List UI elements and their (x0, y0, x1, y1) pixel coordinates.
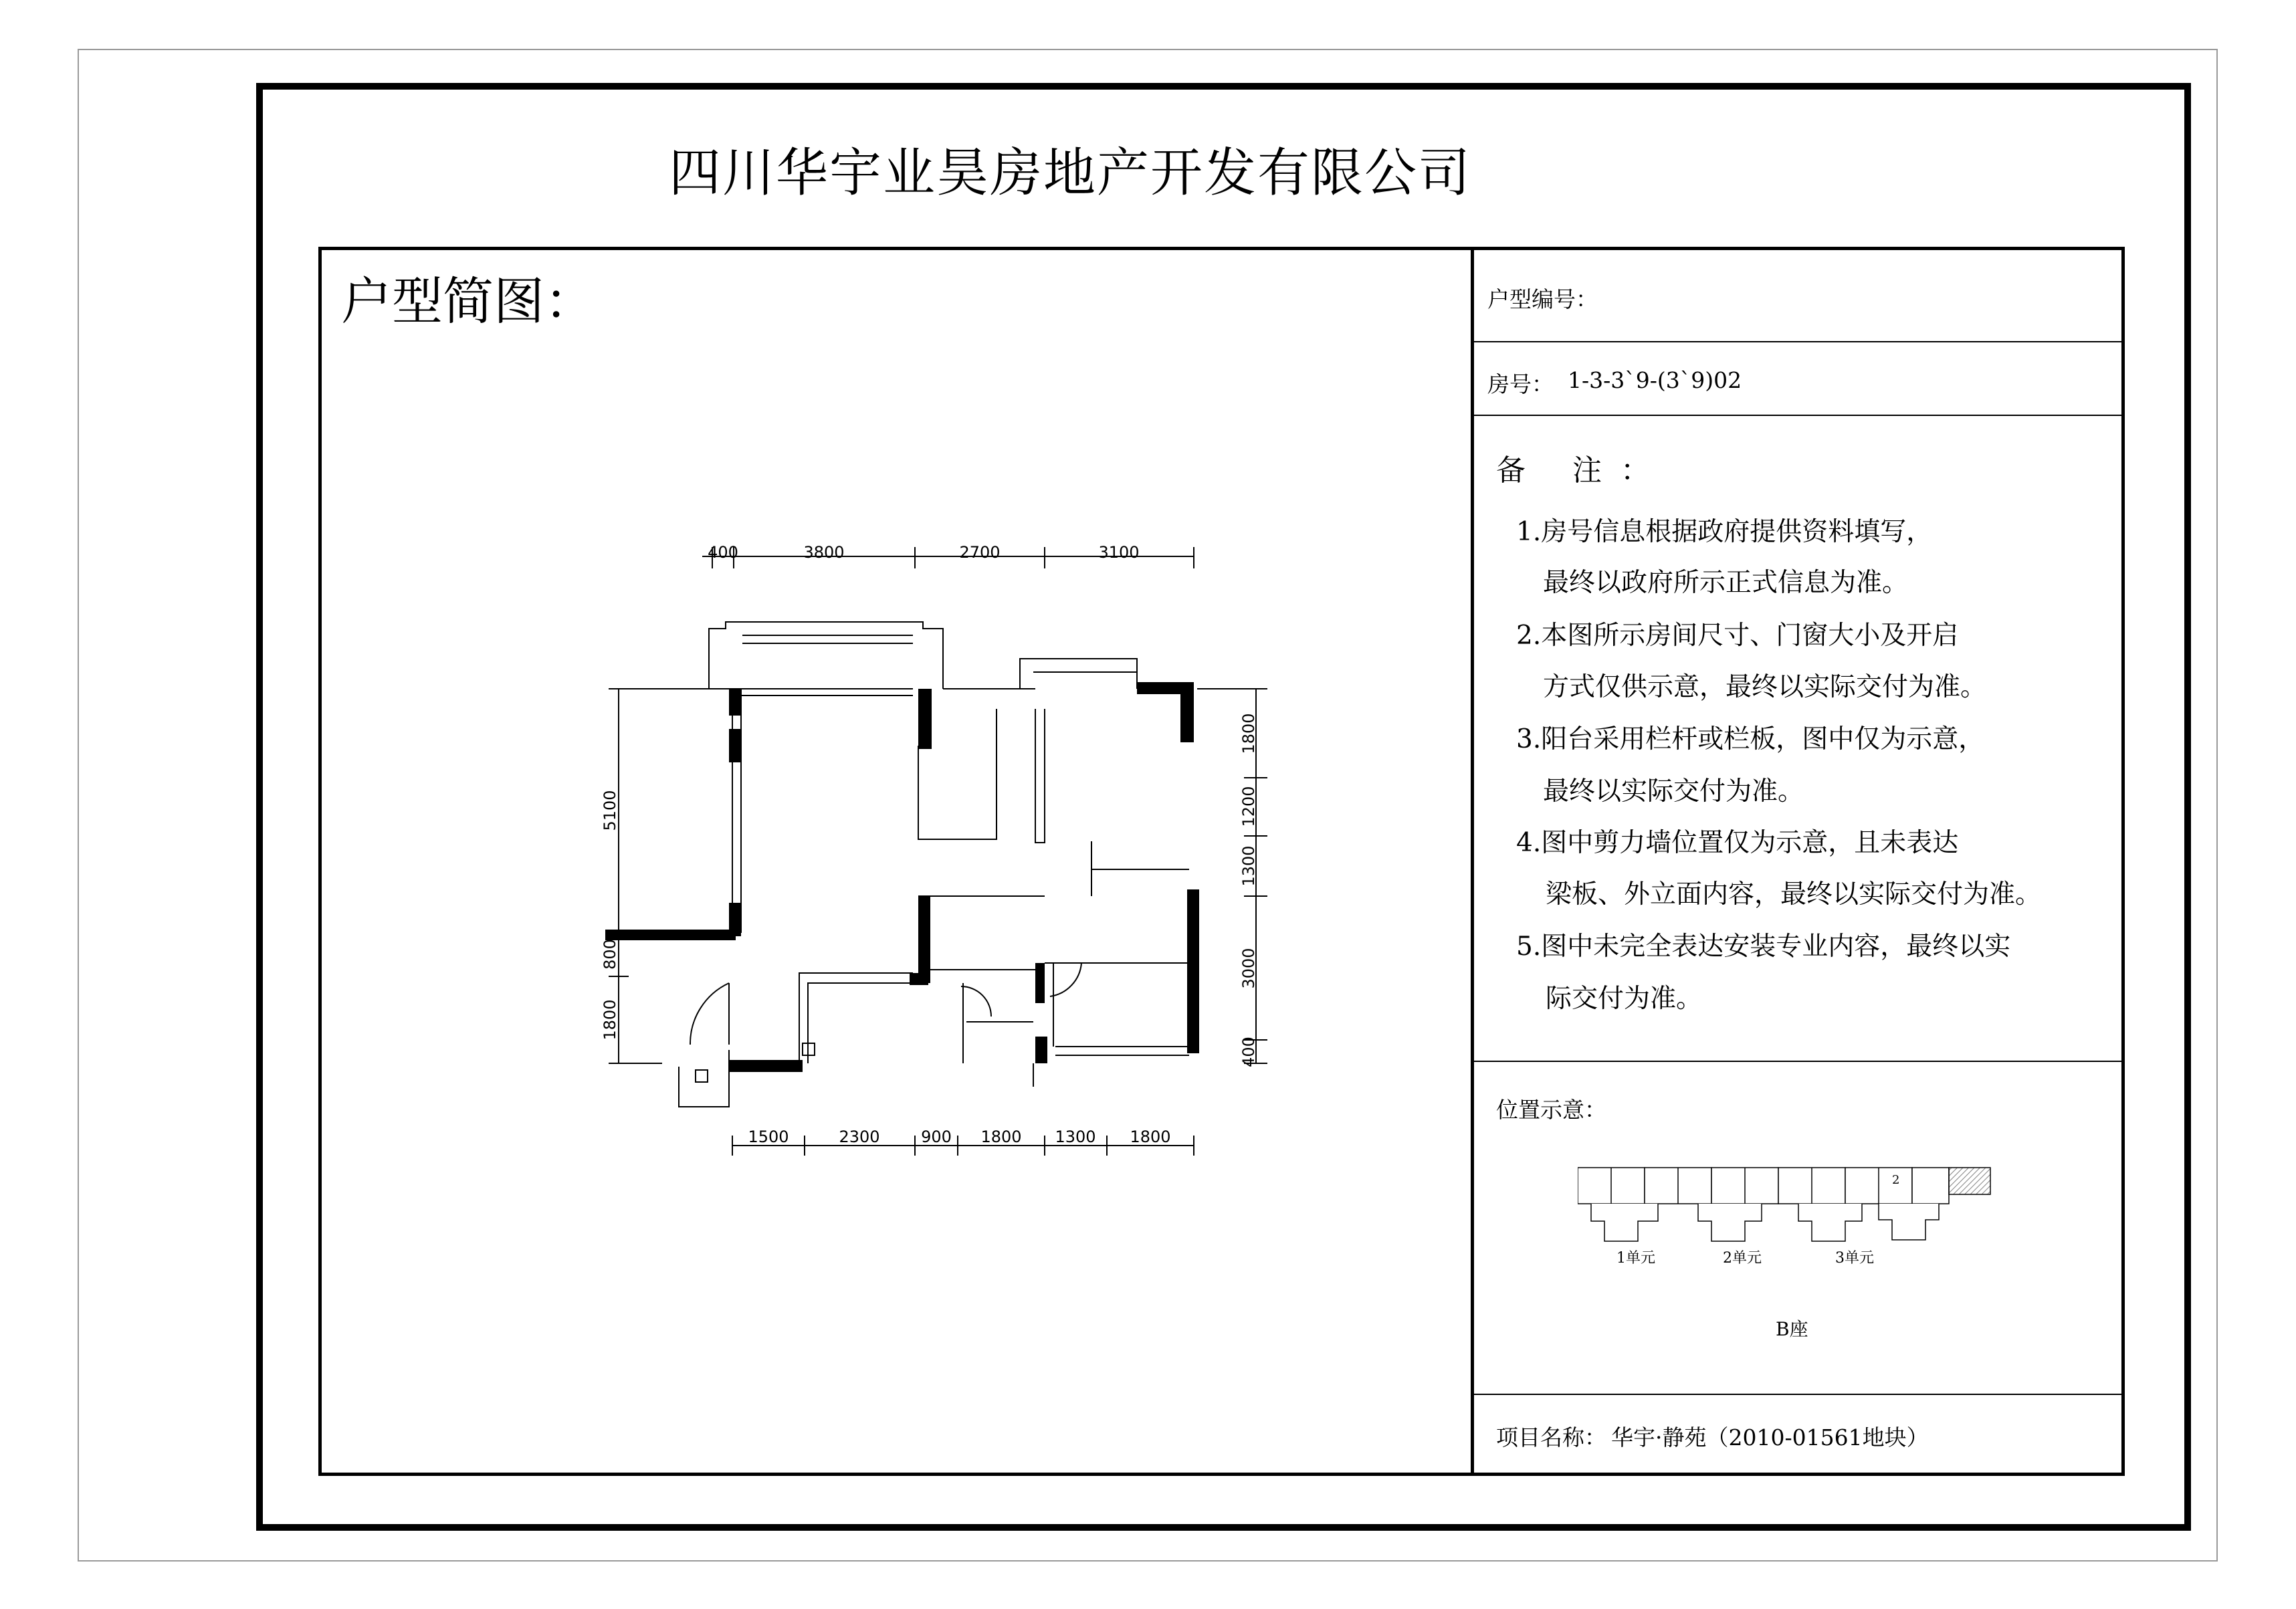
bottom-dim: 900 (921, 1128, 952, 1146)
note-line: 方式仅供示意，最终以实际交付为准。 (1543, 672, 1987, 702)
unit-label: 1单元 (1616, 1250, 1655, 1267)
top-dim: 3800 (803, 543, 845, 562)
bottom-dim: 1500 (748, 1128, 789, 1146)
note-line: 3.阳台采用栏杆或栏板，图中仅为示意， (1516, 724, 1985, 754)
top-dim: 3100 (1098, 543, 1140, 562)
bottom-dim: 1300 (1055, 1128, 1096, 1146)
note-line: 4.图中剪力墙位置仅为示意，且未表达 (1516, 828, 1959, 858)
location-diagram (1578, 1161, 2073, 1255)
note-line: 2.本图所示房间尺寸、门窗大小及开启 (1516, 621, 1959, 651)
building-label: B座 (1776, 1318, 1808, 1340)
room-value: 1-3-3`9-(3`9)02 (1568, 367, 1742, 393)
notes-heading: 备 注： (1496, 453, 1669, 488)
bottom-dim: 2300 (839, 1128, 880, 1146)
unit-label: 2单元 (1723, 1250, 1762, 1267)
right-dim: 400 (1239, 1037, 1258, 1067)
top-dim: 2700 (959, 543, 1001, 562)
note-line: 最终以实际交付为准。 (1543, 776, 1804, 807)
project-label: 项目名称： (1496, 1424, 1606, 1451)
left-dim: 800 (601, 939, 619, 970)
floor-plan (589, 535, 1297, 1177)
right-dim: 1800 (1239, 713, 1258, 754)
note-line: 梁板、外立面内容，最终以实际交付为准。 (1546, 879, 2042, 909)
location-marker: 2 (1892, 1173, 1900, 1187)
left-dim: 1800 (601, 999, 619, 1041)
location-label: 位置示意： (1496, 1097, 1606, 1123)
info-panel (1471, 247, 2125, 1476)
note-line: 1.房号信息根据政府提供资料填写， (1516, 517, 1933, 547)
note-line: 最终以政府所示正式信息为准。 (1543, 568, 1909, 598)
right-dim: 1200 (1239, 786, 1258, 827)
project-value: 华宇·静苑（2010-01561地块） (1611, 1424, 1929, 1451)
right-dim: 1300 (1239, 845, 1258, 887)
note-line: 际交付为准。 (1546, 984, 1703, 1014)
room-label: 房号： (1487, 371, 1554, 397)
bottom-dim: 1800 (980, 1128, 1022, 1146)
top-dim: 400 (708, 543, 738, 562)
right-dim: 3000 (1239, 948, 1258, 989)
note-line: 5.图中未完全表达安装专业内容，最终以实 (1516, 932, 2011, 962)
bottom-dim: 1800 (1130, 1128, 1171, 1146)
divider (1471, 1394, 2121, 1395)
type-number-label: 户型编号： (1487, 286, 1598, 312)
divider (1471, 415, 2121, 416)
divider (1471, 1061, 2121, 1062)
divider (1471, 341, 2121, 342)
left-dim: 5100 (601, 790, 619, 831)
unit-label: 3单元 (1835, 1250, 1874, 1267)
company-name: 四川华宇业昊房地产开发有限公司 (669, 143, 1472, 203)
plan-heading: 户型简图： (341, 272, 595, 331)
